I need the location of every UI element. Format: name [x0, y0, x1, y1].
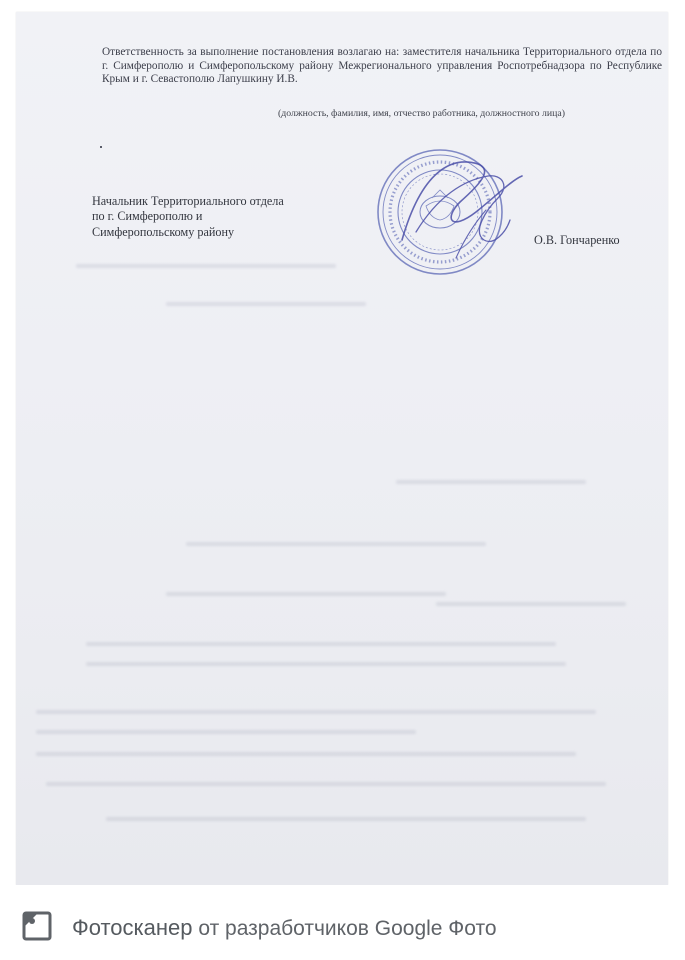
photoscan-watermark-bar — [0, 885, 685, 960]
bleed-through-line — [46, 782, 606, 786]
bleed-through-line — [36, 752, 576, 756]
bleed-through-line — [396, 480, 586, 484]
field-caption: (должность, фамилия, имя, отчество работника, должностного лица) — [278, 108, 565, 119]
bleed-through-line — [166, 592, 446, 596]
bleed-through-line — [36, 730, 416, 734]
position-line: по г. Симферополю и — [92, 209, 203, 224]
position-line: Начальник Территориального отдела — [92, 194, 284, 208]
bleed-through-line — [86, 662, 566, 666]
signatory-position — [92, 194, 284, 240]
document-page — [16, 12, 668, 885]
bleed-through-line — [436, 602, 626, 606]
signatory-name: О.В. Гончаренко — [534, 233, 620, 247]
bleed-through-line — [76, 264, 336, 268]
photoscan-logo-icon — [22, 911, 52, 941]
bleed-through-line — [166, 302, 366, 306]
ink-dot — [100, 146, 102, 148]
official-stamp-icon — [360, 140, 530, 290]
bleed-through-line — [36, 710, 596, 714]
bleed-through-line — [106, 817, 586, 821]
bleed-through-line — [86, 642, 556, 646]
responsibility-paragraph: Ответственность за выполнение постановления возлагаю на: заместителя начальника Территориального отдела по г. Симферополю и Симферопольскому району Межрегионального управления Роспотребнадзора по Республике Крым и г. Севастополю Лапушкину И.В. — [102, 46, 662, 86]
photoscan-credit — [72, 915, 497, 941]
position-line: Симферопольскому району — [92, 224, 235, 239]
credit-suffix: от разработчиков Google Фото — [192, 917, 497, 940]
app-name: Фотосканер — [72, 915, 193, 940]
bleed-through-line — [186, 542, 486, 546]
